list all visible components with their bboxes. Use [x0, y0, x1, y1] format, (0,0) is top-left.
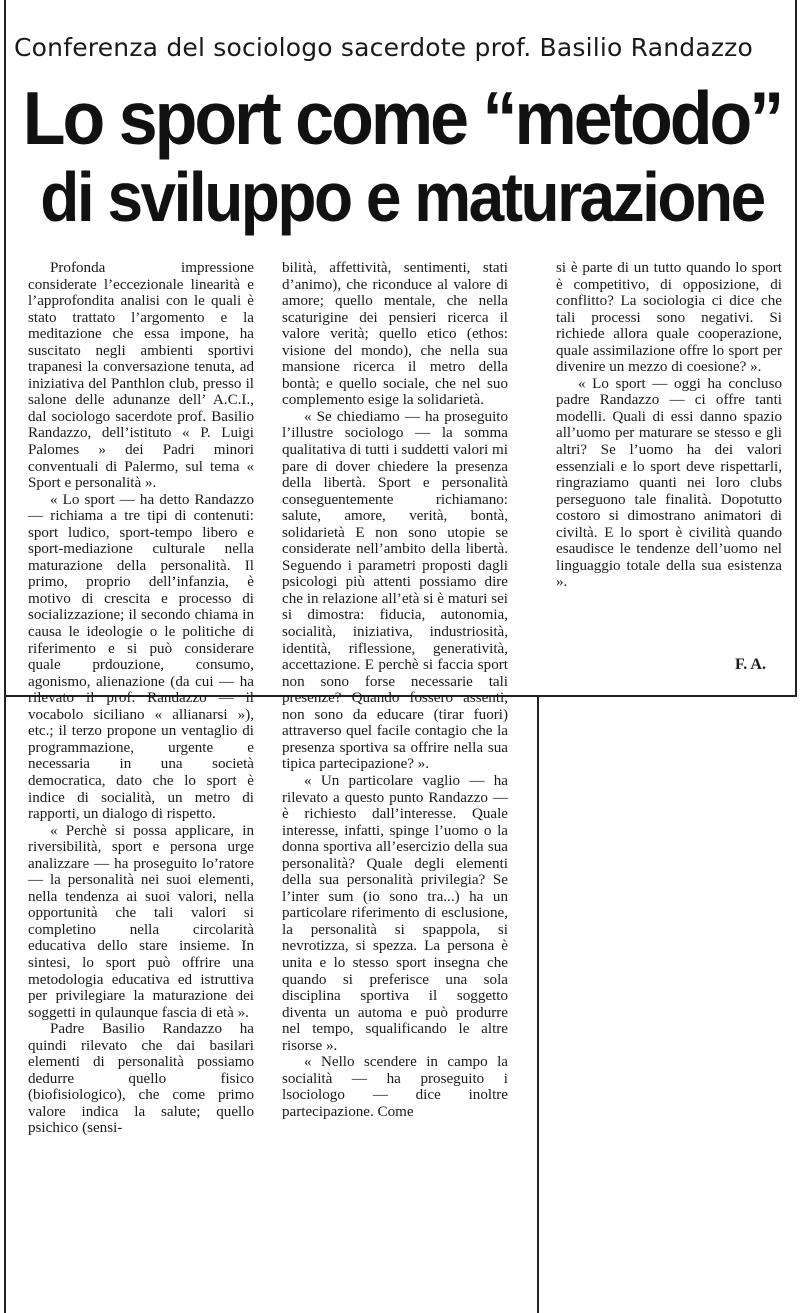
headline-line-2: di sviluppo e maturazione: [40, 158, 764, 236]
paragraph: « Lo sport — oggi ha concluso padre Randazzo — ci offre tanti modelli. Quali di essi danno spazio all’uomo per maturare se stesso e gli altri? Se l’uomo ha dei valori essenziali e lo sport deve rispettarli, ringraziamo quanti nei loro clubs perseguono tale finalità. Dopotutto costoro si dimostrano animatori di civiltà. E lo sport è civilità quando esaudisce le tendenze dell’uomo nel linguaggio totale della sua esistenza ».: [556, 375, 782, 591]
paragraph: Padre Basilio Randazzo ha quindi rilevato che dai basilari elementi di personalità possiamo dedurre quello fisico (biofisiologico), che come primo valore indica la salute; quello psichico (sensi-: [28, 1021, 254, 1137]
paragraph: « Un particolare vaglio — ha rilevato a questo punto Randazzo — è richiesto dall’interesse. Quale interesse, infatti, spinge l’uomo o la donna sportiva all’esercizio della sua personalità? Quale degli elementi della sua personalità privilegia? Se l’inter sum (io sono tra...) ha un particolare riferimento di esclusione, la personalità si spappola, si nevrotizza, si spezza. La persona è unita e lo stesso sport insegna che quando si preferisce una sola disciplina sportiva il soggetto diventa un automa e può produrre nel tempo, squalificando le altre risorse ».: [282, 772, 508, 1054]
article-signature: F. A.: [735, 656, 766, 673]
paragraph: si è parte di un tutto quando lo sport è competitivo, di opposizione, di conflitto? La sociologia ci dice che tali processi sono negativi. Si richiede allora quale cooperazione, quale assimilazione offre lo sport per divenire un mezzo di coesione? ».: [556, 260, 782, 376]
headline-line-1: Lo sport come “metodo”: [22, 75, 782, 161]
paragraph: « Nello scendere in campo la socialità — ha proseguito i lsociologo — dice inoltre partecipazione. Come: [282, 1054, 508, 1120]
article-headline: [14, 75, 790, 236]
article-column-1: [28, 260, 254, 1137]
paragraph: Profonda impressione considerate l’eccezionale linearità e l’approfondita analisi con le quali è stato trattato l’argomento e la meditazione che essa impone, ha suscitato negli ambienti sportivi trapanesi la conversazione tenuta, ad iniziativa del Panthlon club, presso il salone delle adunanze dell’ A.C.I., dal sociologo sacerdote prof. Basilio Randazzo, dell’istituto « P. Luigi Palomes » dei Padri minori conventuali di Palermo, sul tema « Sport e personalità ».: [28, 260, 254, 492]
column-divider-edge: [537, 697, 539, 1313]
paragraph: bilità, affettività, sentimenti, stati d’animo), che riconduce al valore di amore; quello mentale, che nella scaturigine dei pensieri ricerca il valore verità; quello etico (ethos: visione del mondo), che nella sua mansione ricerca il metro della bontà; e quello sociale, che nel suo complemento esige la solidarietà.: [282, 260, 508, 409]
article-column-2: [282, 260, 508, 1120]
article-column-3: [556, 260, 782, 591]
paragraph: « Lo sport — ha detto Randazzo — richiama a tre tipi di contenuti: sport ludico, sport-tempo libero e sport-mediazione culturale nella maturazione della personalità. Il primo, proprio dell’infanzia, è motivo di crescita e processo di socializzazione; il secondo chiama in causa le ideologie o le politiche di riferimento e si può considerare quale prdouzione, consumo, agonismo, alienazione (da cui — ha rilevato il prof. Randazzo — il vocabolo siciliano « allianarsi »), etc.; il terzo propone un ventaglio di programmazione, urgente e necessaria in una società democratica, dato che lo sport è indice di socialità, un metro di rapporti, un dialogo di rispetto.: [28, 491, 254, 823]
article-kicker: Conferenza del sociologo sacerdote prof. Basilio Randazzo: [14, 33, 753, 62]
paragraph: « Se chiediamo — ha proseguito l’illustre sociologo — la somma qualitativa di tutti i suddetti valori mi pare di dover chiedere la presenza della libertà. Sport e personalità conseguentemente richiamano: salute, amore, verità, bontà, solidarietà E non sono utopie se considerate nell’ambito della libertà. Seguendo i parametri proposti dagli psicologi più attenti possiamo dire che in relazione all’età si è maturi sei si dimostra: fiducia, autonomia, socialità, iniziativa, industriosità, identità, riflessione, generatività, accettazione. E perchè si faccia sport non sono forse necessarie tali presenze? Quando fossero assenti, non sono da educare (tirar fuori) attraverso quel facile contagio che la presenza sportiva sa offrire nella sua tipica partecipazione? ».: [282, 408, 508, 773]
paragraph: « Perchè si possa applicare, in riversibilità, sport e persona urge analizzare — ha proseguito lo’ratore — la personalità nei suoi elementi, nella tendenza ai suoi valori, nella opportunità che tali valori si completino nella circolarità educativa dello stare insieme. In sintesi, lo sport può offrire una metodologia educativa ed istruttiva per privilegiare la maturazione dei soggetti in qulaunque fascia di età ».: [28, 822, 254, 1021]
